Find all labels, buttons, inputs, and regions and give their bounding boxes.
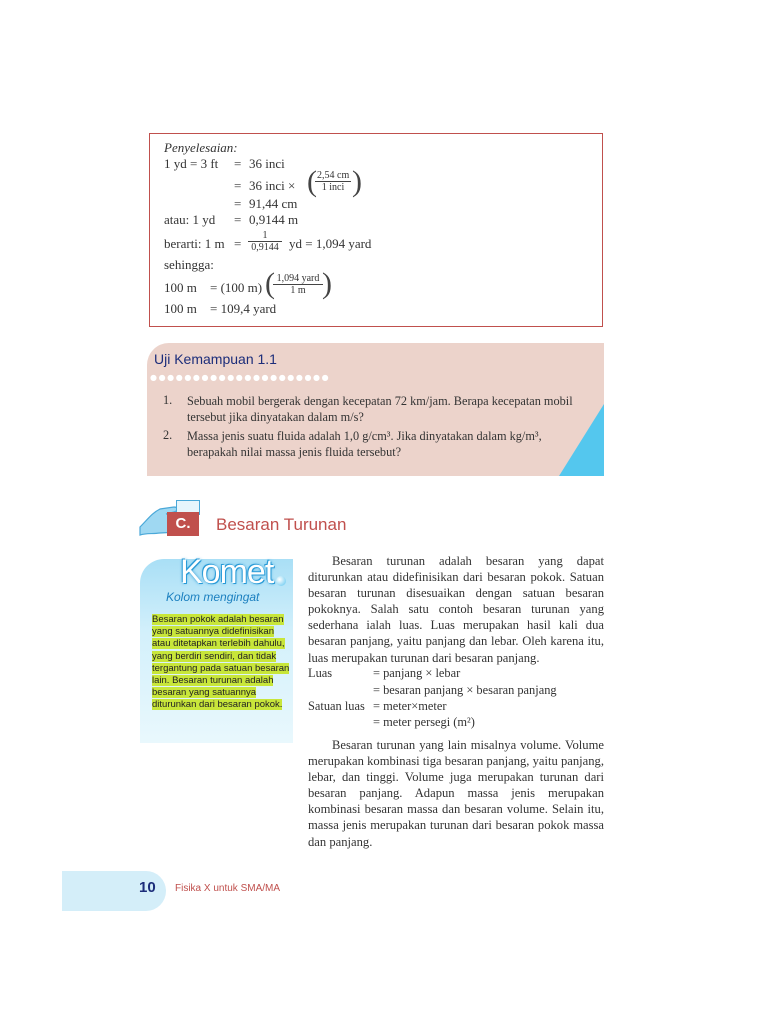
solution-line5-label: berarti: 1 m	[164, 236, 225, 251]
fraction-numerator: 1	[248, 230, 282, 242]
section-title: Besaran Turunan	[216, 515, 347, 534]
highlighted-text: Besaran pokok adalah besaran yang satuannya didefinisikan atau ditetapkan terlebih dahulu, yang berdiri sendiri, dan tidak tergantung pada satuan besaran lain. Besaran turunan adalah besaran yang satuannya diturunkan dari besaran pokok.	[152, 614, 290, 711]
equation-value: = meter×meter	[373, 699, 447, 713]
fraction-yard-per-meter	[273, 273, 323, 296]
solution-line7-label: 100 m	[164, 280, 197, 295]
left-paren: (	[265, 267, 275, 300]
fraction-denominator: 1 inci	[321, 182, 345, 193]
section-badge: C.	[167, 512, 199, 536]
exercise-item-number: 2.	[163, 428, 173, 442]
solution-line4-eq: =	[234, 212, 242, 227]
book-title: Fisika X untuk SMA/MA	[175, 883, 281, 894]
fraction-numerator: 1,094 yard	[273, 273, 323, 285]
equation-value: = panjang × lebar	[373, 666, 461, 680]
fraction-cm-per-inch	[315, 170, 351, 193]
exercise-box	[147, 343, 604, 476]
solution-line1-label: 1 yd = 3 ft	[164, 156, 219, 171]
equation-label: Luas	[308, 666, 333, 680]
komet-subtitle: Kolom mengingat	[166, 590, 260, 604]
solution-line3-eq: =	[234, 196, 242, 211]
exercise-item-number: 1.	[163, 393, 173, 407]
komet-text	[152, 614, 290, 712]
komet-title: Komet	[180, 553, 274, 591]
exercise-title: Uji Kemampuan 1.1	[154, 351, 277, 367]
fraction-denominator: 1 m	[290, 285, 306, 296]
solution-line4-value: 0,9144 m	[249, 212, 299, 227]
solution-line5-eq: =	[234, 236, 242, 251]
solution-line6: sehingga:	[164, 257, 214, 272]
equation-label: Satuan luas	[308, 699, 365, 713]
right-paren: )	[322, 267, 332, 300]
solution-line1-eq: =	[234, 156, 242, 171]
solution-line8-label: 100 m	[164, 301, 197, 316]
page-number: 10	[139, 879, 156, 896]
komet-sidebar	[140, 553, 293, 743]
solution-line5-value: yd = 1,094 yard	[289, 236, 372, 251]
solution-heading: Penyelesaian:	[164, 140, 238, 155]
solution-line3-value: 91,44 cm	[249, 196, 298, 211]
fraction-denominator: 0,9144	[251, 242, 279, 253]
right-paren: )	[352, 165, 362, 198]
equation-value: = besaran panjang × besaran panjang	[373, 683, 557, 697]
solution-line1-value: 36 inci	[249, 156, 285, 171]
dotted-divider: ●●●●●●●●●●●●●●●●●●●●●	[150, 373, 331, 382]
exercise-item-text: Massa jenis suatu fluida adalah 1,0 g/cm³. Jika dinyatakan dalam kg/m³, berapakah nilai massa jenis fluida tersebut?	[187, 429, 542, 459]
solution-line8-value: = 109,4 yard	[210, 301, 277, 316]
solution-box	[149, 133, 603, 327]
solution-line4-label: atau: 1 yd	[164, 212, 216, 227]
solution-line2-value: 36 inci ×	[249, 178, 296, 193]
body-paragraph-2: Besaran turunan yang lain misalnya volume. Volume merupakan kombinasi tiga besaran panjang, yaitu panjang, lebar, dan tinggi. Volume juga merupakan turunan dari besaran panjang. Adapun massa jenis merupakan kombinasi besaran massa dan besaran volume. Selain itu, massa jenis merupakan turunan dari besaran pokok massa dan panjang.	[308, 738, 604, 849]
bubble-icon	[276, 576, 286, 586]
fraction-numerator: 2,54 cm	[317, 170, 350, 181]
body-paragraph-1: Besaran turunan adalah besaran yang dapat diturunkan atau didefinisikan dari besaran pokok. Satuan besaran turunan disesuaikan dengan satuan besaran pokoknya. Salah satu contoh besaran turunan yang sederhana ialah luas. Luas merupakan hasil kali dua besaran panjang, yaitu panjang dan lebar. Oleh karena itu, luas merupakan turunan dari besaran panjang.	[308, 554, 604, 665]
exercise-item-text: Sebuah mobil bergerak dengan kecepatan 72 km/jam. Berapa kecepatan mobil tersebut jika dinyatakan dalam m/s?	[187, 394, 573, 424]
left-paren: (	[307, 165, 317, 198]
fraction-reciprocal	[248, 230, 282, 253]
equation-value: = meter persegi (m²)	[373, 715, 475, 729]
solution-line7-value: = (100 m)	[210, 280, 263, 295]
solution-line2-eq: =	[234, 178, 242, 193]
